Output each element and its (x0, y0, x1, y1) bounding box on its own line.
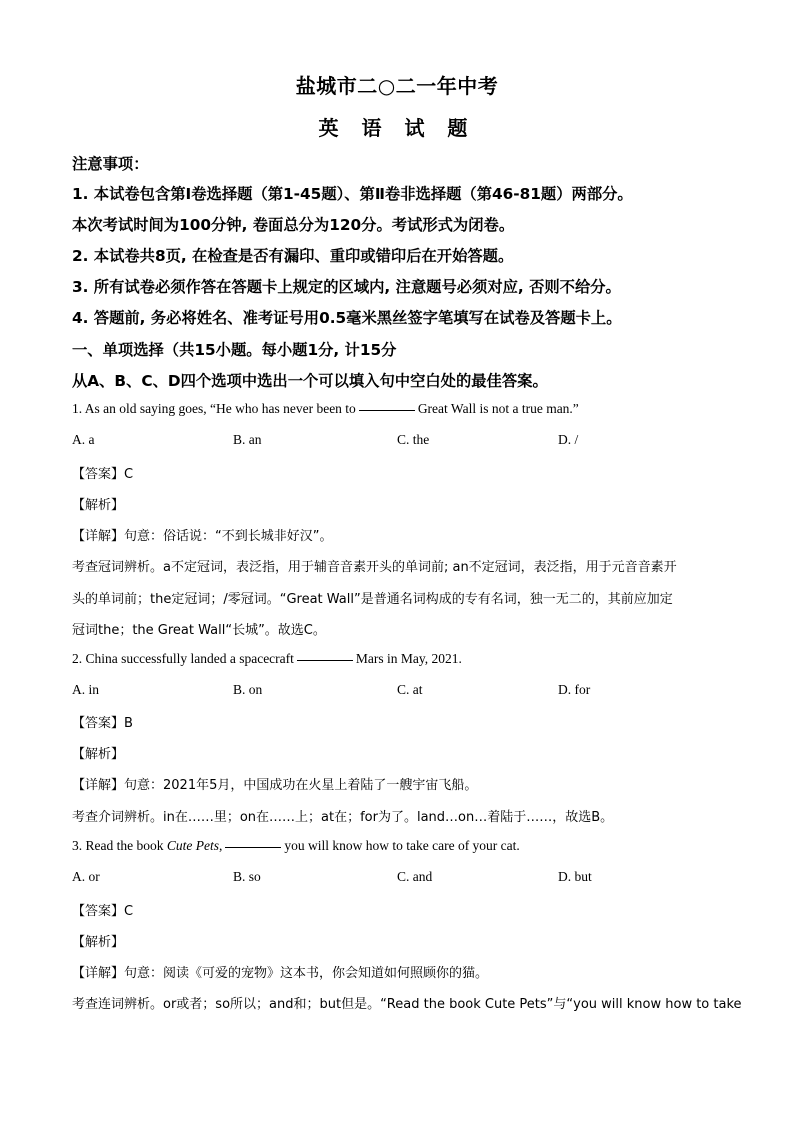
detail-text: 句意：俗话说：“不到长城非好汉”。 (124, 529, 333, 544)
option: C. at (397, 682, 423, 697)
analysis-label: 【解析】 (72, 498, 125, 513)
stem-text: 3. Read the book (72, 838, 164, 853)
stem-text: , (218, 838, 223, 853)
answer-label: 【答案】 (72, 467, 125, 482)
option: B. so (233, 869, 261, 884)
answer-label: 【答案】 (72, 904, 125, 919)
section-instruction: 从A、B、C、D四个选项中选出一个可以填入句中空白处的最佳答案。 (72, 372, 548, 390)
answer-line (72, 712, 133, 731)
option: D. for (558, 682, 591, 697)
option: D. / (558, 432, 579, 447)
stem-text: 2. China successfully landed a spacecraft (72, 651, 294, 666)
detail-label: 【详解】 (72, 529, 125, 544)
notes-heading: 注意事项： (72, 155, 149, 173)
explanation-line: 考查冠词辨析。a不定冠词，表泛指，用于辅音音素开头的单词前; an不定冠词，表泛指，用于元音音素开 (72, 560, 677, 575)
analysis-label: 【解析】 (72, 747, 125, 762)
detail-label: 【详解】 (72, 966, 125, 981)
answer-line (72, 463, 133, 482)
answer-label: 【答案】 (72, 716, 125, 731)
note-item: 3. 所有试卷必须作答在答题卡上规定的区域内, 注意题号必须对应, 否则不给分。 (72, 278, 621, 296)
option: C. the (397, 432, 430, 447)
answer-blank (359, 409, 415, 411)
stem-text: Great Wall is not a true man.” (417, 401, 579, 416)
exam-subtitle: 英 语 试 题 (318, 116, 476, 140)
answer-blank (225, 846, 281, 848)
option: A. in (72, 682, 99, 697)
option: B. on (233, 682, 263, 697)
stem-text: Mars in May, 2021. (355, 651, 462, 666)
question-stem (72, 401, 579, 417)
note-item: 本次考试时间为100分钟, 卷面总分为120分。考试形式为闭卷。 (72, 216, 515, 234)
analysis-label: 【解析】 (72, 935, 125, 950)
option: A. or (72, 869, 100, 884)
question-stem (72, 651, 462, 667)
detail-label: 【详解】 (72, 778, 125, 793)
option: C. and (397, 869, 433, 884)
option: B. an (233, 432, 262, 447)
question-stem (72, 838, 520, 854)
detail-text: 句意：阅读《可爱的宠物》这本书，你会知道如何照顾你的猫。 (124, 966, 489, 981)
answer-blank (297, 659, 353, 661)
exam-title: 盐城市二○二一年中考 (295, 74, 499, 98)
stem-text: you will know how to take care of your cat. (284, 838, 520, 853)
note-item: 2. 本试卷共8页, 在检查是否有漏印、重印或错印后在开始答题。 (72, 247, 514, 265)
explanation-line: 头的单词前；the定冠词；/零冠词。“Great Wall”是普通名词构成的专有名词，独一无二的，其前应加定 (72, 592, 673, 607)
explanation-line: 冠词the；the Great Wall“长城”。故选C。 (72, 623, 326, 638)
stem-text: 1. As an old saying goes, “He who has never been to (72, 401, 356, 416)
section-heading: 一、单项选择（共15小题。每小题1分, 计15分 (72, 341, 397, 359)
note-item: 4. 答题前, 务必将姓名、准考证号用0.5毫米黑丝签字笔填写在试卷及答题卡上。 (72, 309, 622, 327)
detail-line (72, 525, 333, 544)
answer-value: C (124, 467, 134, 482)
explanation-line: 考查连词辨析。or或者；so所以；and和；but但是。“Read the book Cute Pets”与“you will know how to take (72, 997, 742, 1012)
answer-value: C (124, 904, 134, 919)
detail-text: 句意：2021年5月，中国成功在火星上着陆了一艘宇宙飞船。 (124, 778, 478, 793)
book-title: Cute Pets (166, 838, 219, 853)
option: A. a (72, 432, 95, 447)
answer-line (72, 900, 133, 919)
option: D. but (558, 869, 592, 884)
explanation-line: 考查介词辨析。in在……里；on在……上；at在；for为了。land…on…着陆于……，故选B。 (72, 810, 614, 825)
answer-value: B (124, 716, 133, 731)
detail-line (72, 962, 488, 981)
detail-line (72, 774, 477, 793)
note-item: 1. 本试卷包含第Ⅰ卷选择题（第1-45题）、第Ⅱ卷非选择题（第46-81题）两部分。 (72, 185, 633, 203)
